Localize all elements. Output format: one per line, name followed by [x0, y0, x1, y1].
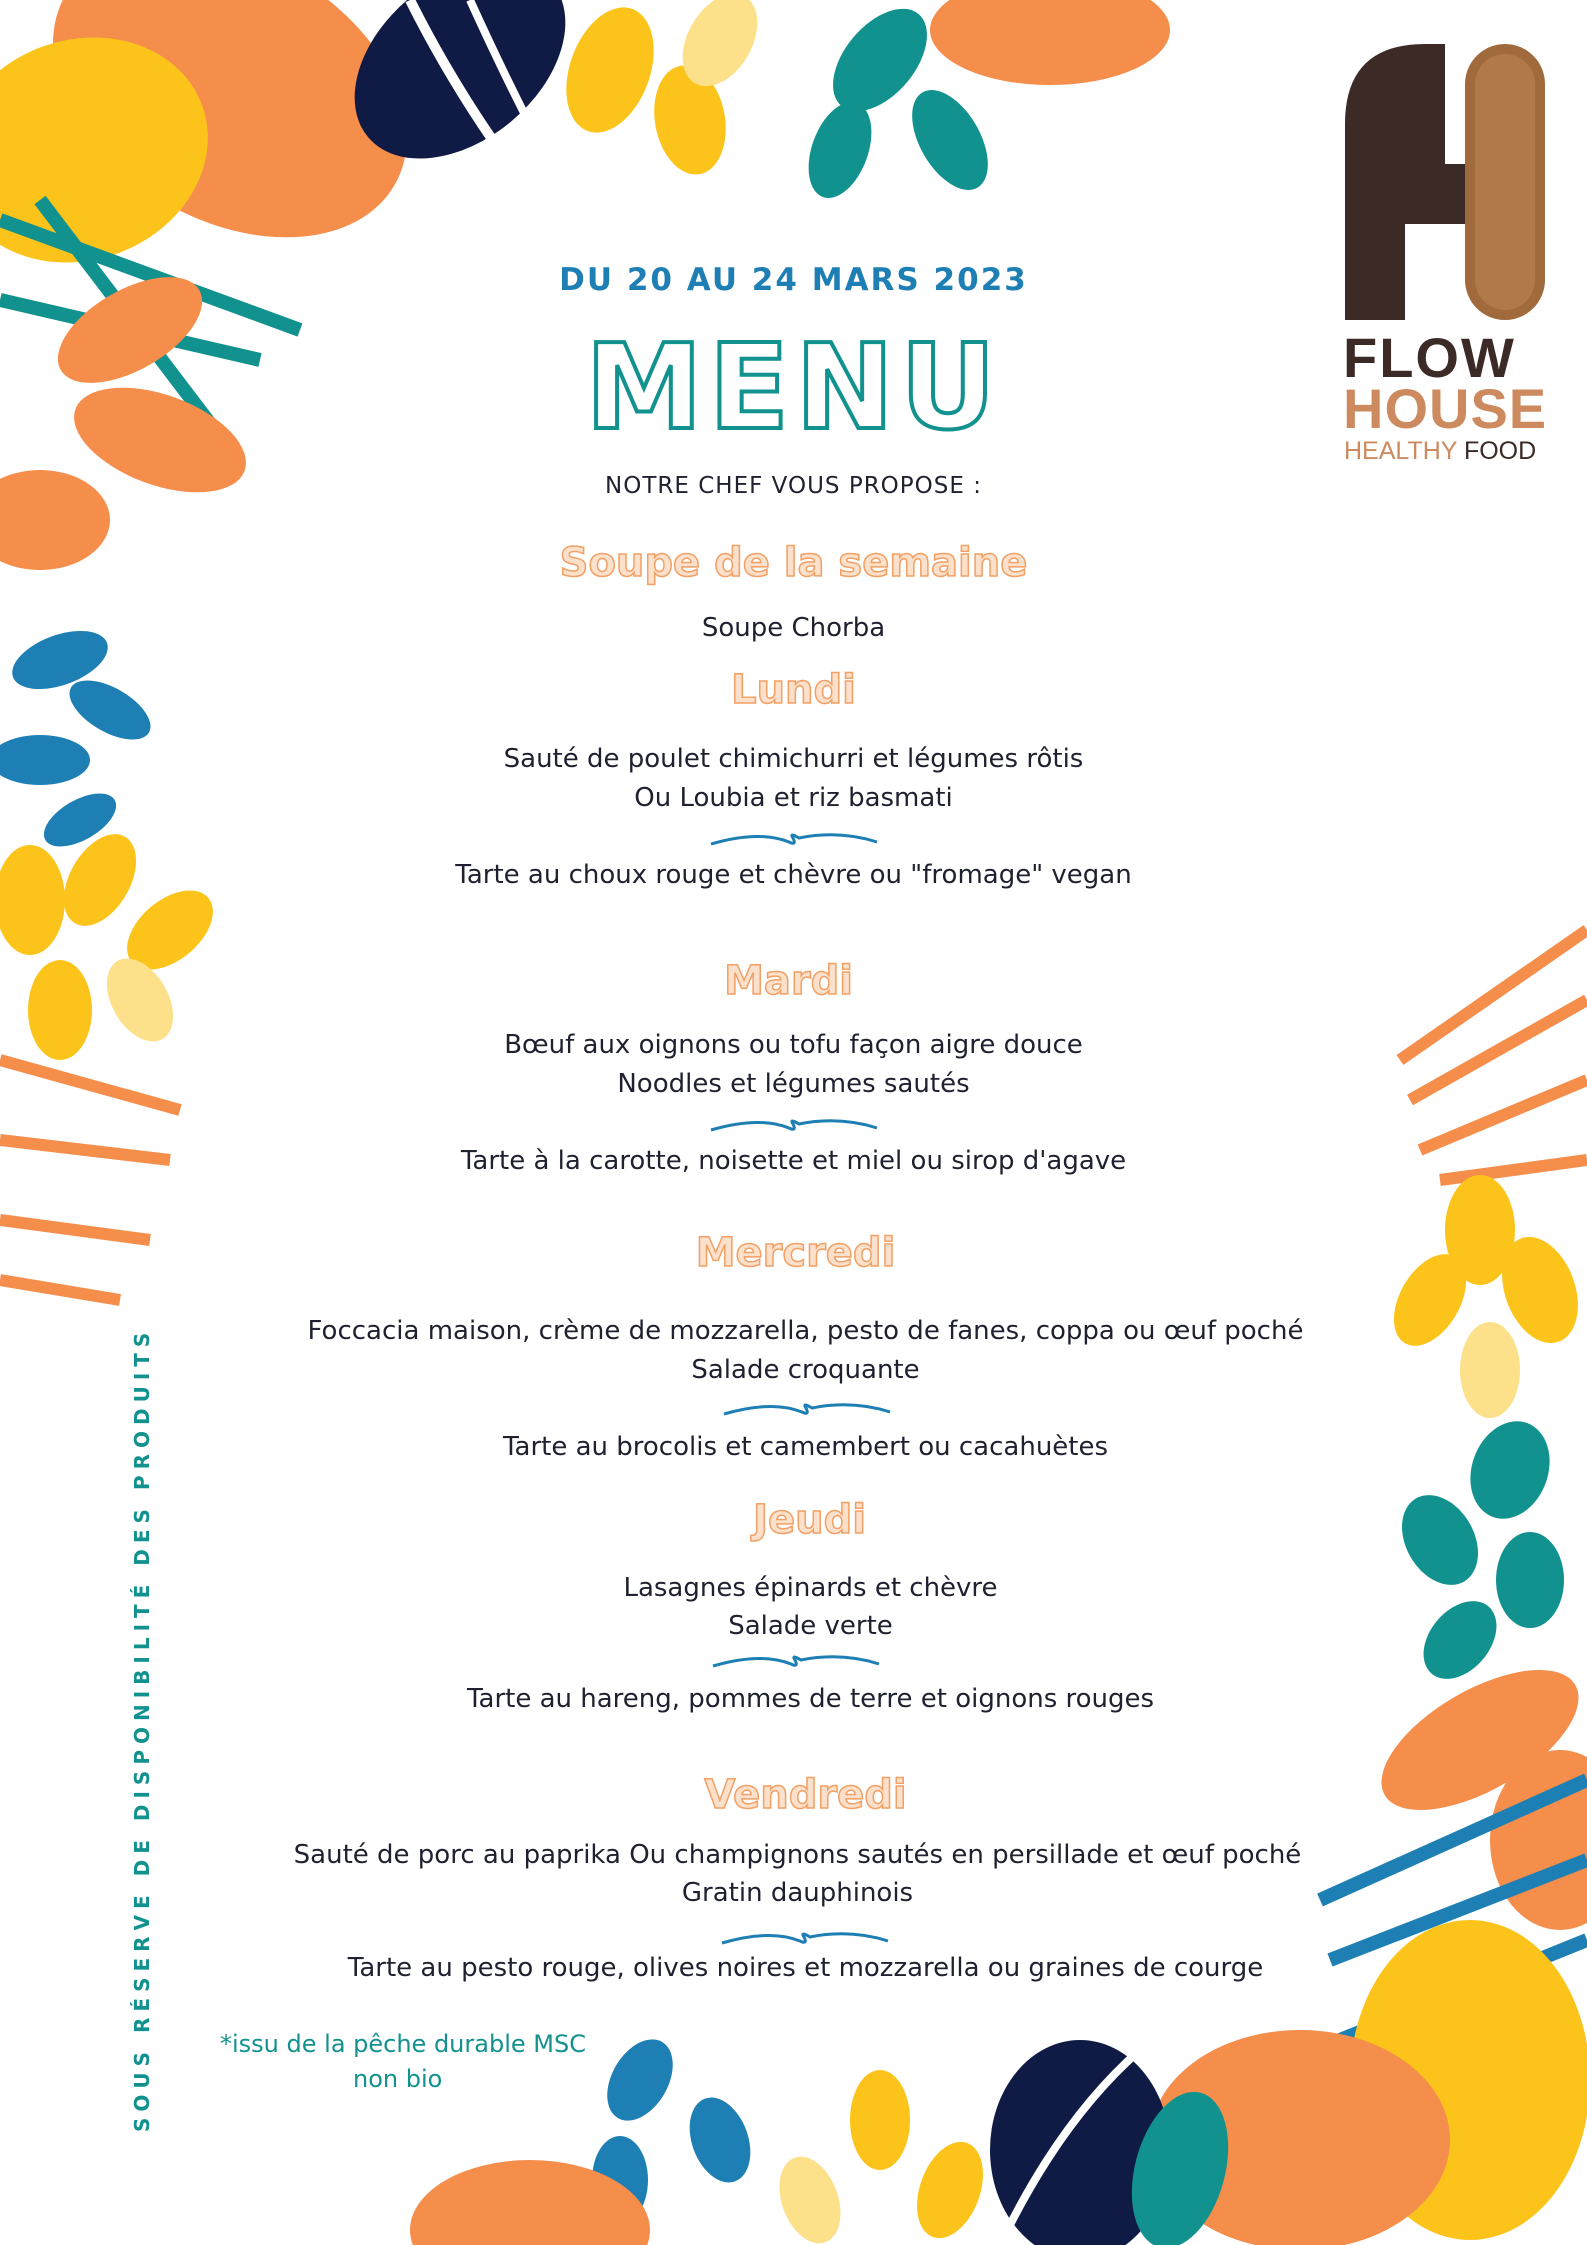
logo-line-house: HOUSE [1343, 377, 1548, 440]
menu-page: FLOW HOUSE HEALTHY FOOD DU 20 AU 24 MARS 2023 MENU NOTRE CHEF VOUS PROPOSE : Soupe de la semaine Soupe Chorba Lundi Sauté de poulet chimichurri et légumes rôtis Ou Loubia et riz basmati Tarte au choux rouge et chèvre ou "fromage" vegan Mardi Bœuf aux oignons ou tofu façon aigre douce Noodles et légumes sautés Tarte à la carotte, noisette et miel ou sirop d'agave Mercredi Foccacia maison, crème de mozzarella, pesto de fanes, coppa ou œuf poché Salade croquante Tarte au brocolis et camembert ou cacahuètes Jeudi Lasagnes épinards et chèvre Salade verte Tarte au hareng, pommes de terre et oignons rouges Vendredi Sauté de porc au paprika Ou champignons sautés en persillade et œuf poché Gratin dauphinois Tarte au pesto rouge, olives noires et mozzarella ou graines de courge SOUS RÉSERVE DE DISPONIBILITÉ DES PRODUITS *issu de la pêche durable MSC non bio [0, 0, 1587, 2245]
intro-text: NOTRE CHEF VOUS PROPOSE : [605, 473, 982, 499]
dish-mercredi-tart: Tarte au brocolis et camembert ou cacahuètes [502, 1432, 1109, 1462]
page-title: MENU [585, 318, 1002, 456]
footnote-msc: *issu de la pêche durable MSC [220, 2030, 586, 2058]
swirl-divider-icon [722, 1396, 892, 1422]
dish-jeudi-main-2: Salade verte [728, 1611, 893, 1641]
logo-line-flow: FLOW [1343, 326, 1516, 389]
soup-heading: Soupe de la semaine [559, 540, 1028, 586]
dish-jeudi-tart: Tarte au hareng, pommes de terre et oignons rouges [466, 1684, 1155, 1714]
dish-vendredi-main-2: Gratin dauphinois [681, 1878, 914, 1908]
dish-lundi-main-2: Ou Loubia et riz basmati [634, 783, 953, 813]
dish-mercredi-main-2: Salade croquante [691, 1355, 920, 1385]
dish-mardi-tart: Tarte à la carotte, noisette et miel ou sirop d'agave [460, 1146, 1127, 1176]
day-heading-mercredi: Mercredi [695, 1230, 896, 1276]
logo-tagline-food: FOOD [1463, 437, 1537, 465]
date-range: DU 20 AU 24 MARS 2023 [559, 262, 1028, 298]
day-heading-mardi: Mardi [724, 958, 853, 1004]
soup-item: Soupe Chorba [701, 613, 886, 643]
dish-vendredi-tart: Tarte au pesto rouge, olives noires et mozzarella ou graines de courge [347, 1953, 1264, 1983]
footnote-non-bio: non bio [353, 2065, 443, 2093]
dish-mardi-main-2: Noodles et légumes sautés [617, 1069, 970, 1099]
day-heading-vendredi: Vendredi [704, 1772, 907, 1818]
swirl-divider-icon [709, 1112, 879, 1138]
day-heading-jeudi: Jeudi [753, 1497, 866, 1543]
dish-mercredi-main-1: Foccacia maison, crème de mozzarella, pesto de fanes, coppa ou œuf poché [307, 1316, 1304, 1346]
dish-vendredi-main-1: Sauté de porc au paprika Ou champignons sautés en persillade et œuf poché [293, 1840, 1302, 1870]
swirl-divider-icon [720, 1925, 890, 1951]
logo-tagline-healthy: HEALTHY [1344, 437, 1458, 465]
dish-mardi-main-1: Bœuf aux oignons ou tofu façon aigre douce [504, 1030, 1083, 1060]
dish-jeudi-main-1: Lasagnes épinards et chèvre [623, 1573, 998, 1603]
dish-lundi-tart: Tarte au choux rouge et chèvre ou "fromage" vegan [455, 860, 1132, 890]
swirl-divider-icon [709, 826, 879, 852]
swirl-divider-icon [711, 1648, 881, 1674]
day-heading-lundi: Lundi [731, 667, 856, 713]
dish-lundi-main-1: Sauté de poulet chimichurri et légumes rôtis [503, 744, 1084, 774]
